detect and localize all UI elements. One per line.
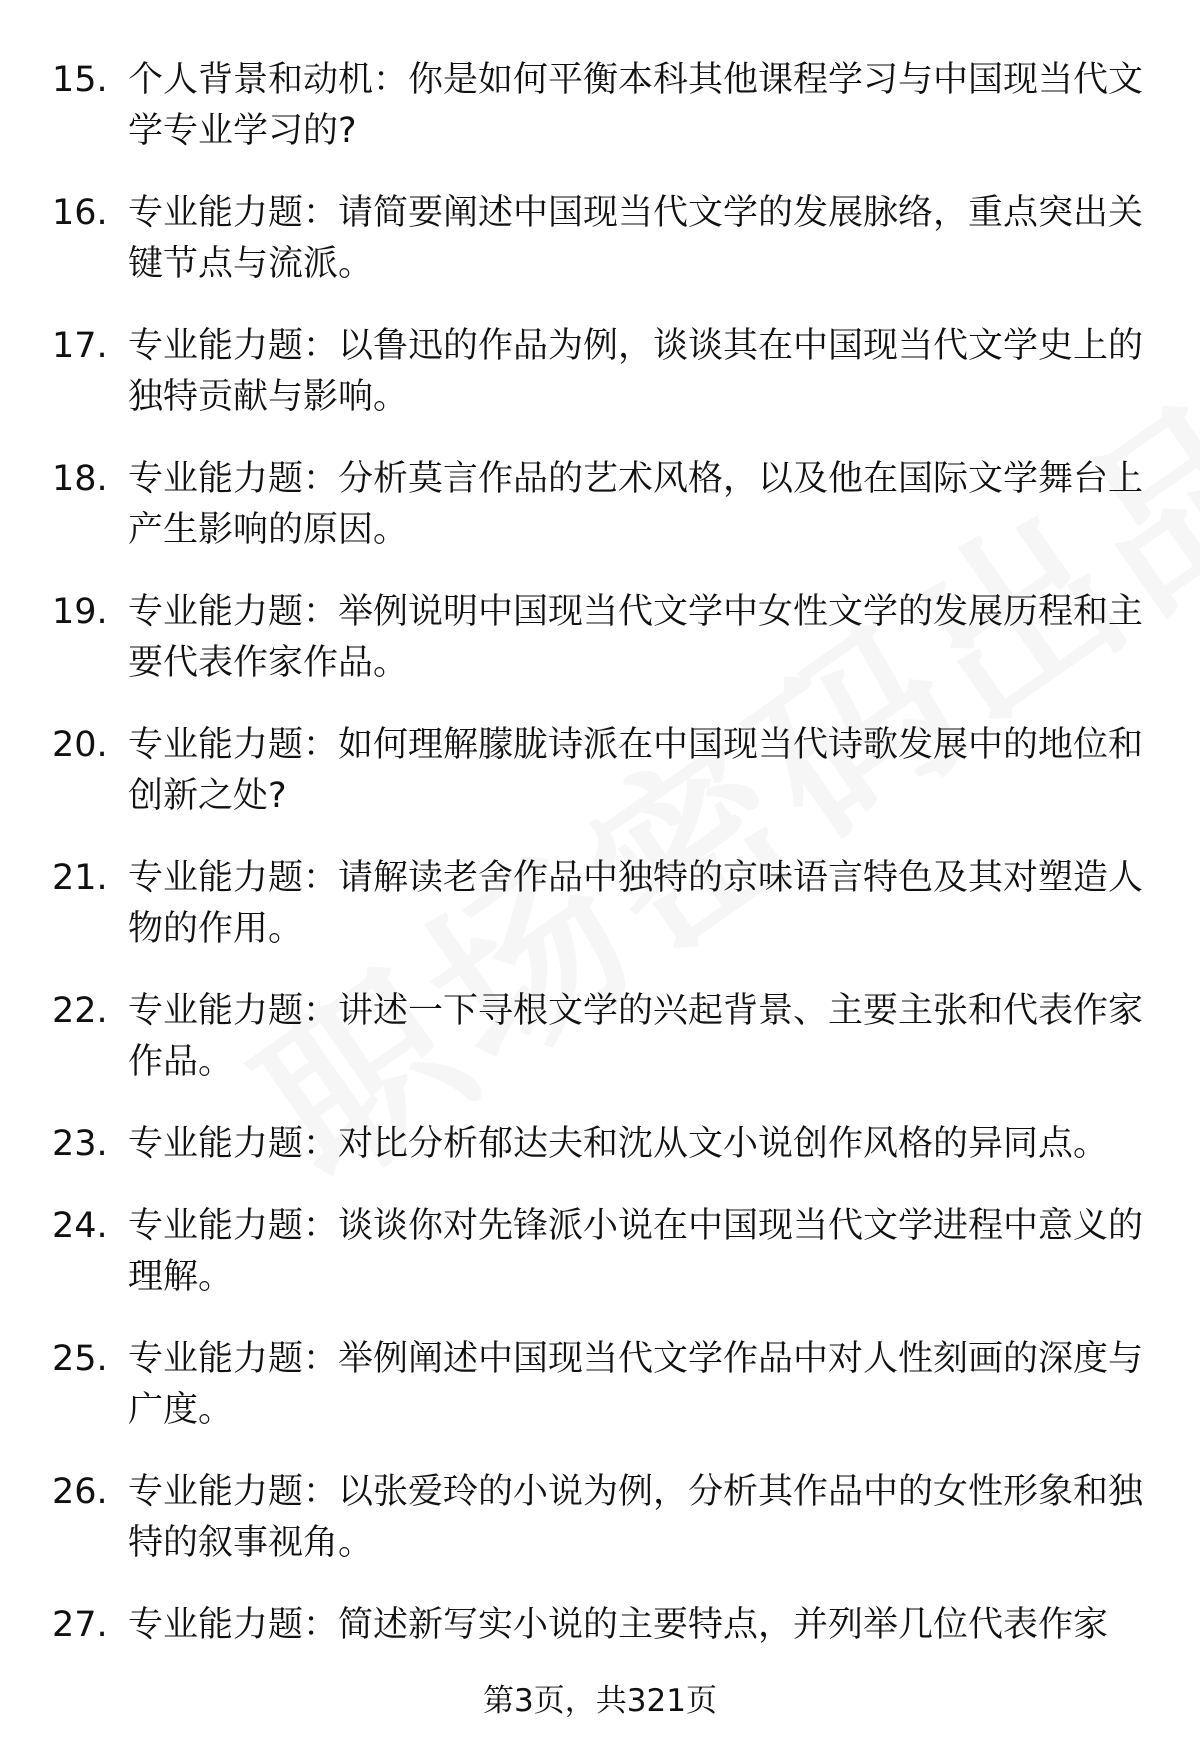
question-number: 27. [52, 1605, 108, 1645]
question-number: 17. [52, 326, 108, 366]
question-number: 24. [52, 1206, 108, 1246]
question-text: 专业能力题：谈谈你对先锋派小说在中国现当代文学进程中意义的理解。 [128, 1206, 1144, 1297]
question-text: 专业能力题：如何理解朦胧诗派在中国现当代诗歌发展中的地位和创新之处? [128, 725, 1144, 816]
page-footer: 第3页，共321页 [483, 1683, 717, 1719]
question-item [52, 1467, 1152, 1569]
question-number: 20. [52, 725, 108, 765]
question-text: 专业能力题：举例阐述中国现当代文学作品中对人性刻画的深度与广度。 [128, 1339, 1144, 1430]
question-number: 21. [52, 858, 108, 898]
question-item [52, 55, 1152, 157]
question-text: 个人背景和动机：你是如何平衡本科其他课程学习与中国现当代文学专业学习的? [128, 60, 1144, 151]
question-number: 26. [52, 1472, 108, 1512]
question-text: 专业能力题：举例说明中国现当代文学中女性文学的发展历程和主要代表作家作品。 [128, 592, 1144, 683]
question-number: 25. [52, 1339, 108, 1379]
question-number: 19. [52, 592, 108, 632]
question-text: 专业能力题：请解读老舍作品中独特的京味语言特色及其对塑造人物的作用。 [128, 858, 1144, 949]
question-number: 23. [52, 1124, 108, 1164]
question-text: 专业能力题：讲述一下寻根文学的兴起背景、主要主张和代表作家作品。 [128, 991, 1144, 1082]
question-text: 专业能力题：简述新写实小说的主要特点，并列举几位代表作家 [128, 1605, 1109, 1645]
question-item [52, 986, 1152, 1088]
question-item [52, 1334, 1152, 1436]
question-item [52, 853, 1152, 955]
question-item [52, 720, 1152, 822]
question-text: 专业能力题：以鲁迅的作品为例，谈谈其在中国现当代文学史上的独特贡献与影响。 [128, 326, 1144, 417]
question-number: 16. [52, 193, 108, 233]
question-item [52, 1119, 1152, 1170]
question-item [52, 454, 1152, 556]
question-text: 专业能力题：对比分析郁达夫和沈从文小说创作风格的异同点。 [128, 1124, 1109, 1164]
question-text: 专业能力题：分析莫言作品的艺术风格，以及他在国际文学舞台上产生影响的原因。 [128, 459, 1144, 550]
question-list [52, 55, 1152, 1682]
question-item [52, 587, 1152, 689]
question-number: 18. [52, 459, 108, 499]
question-number: 15. [52, 60, 108, 100]
question-text: 专业能力题：以张爱玲的小说为例，分析其作品中的女性形象和独特的叙事视角。 [128, 1472, 1144, 1563]
question-item [52, 188, 1152, 290]
question-item [52, 321, 1152, 423]
question-number: 22. [52, 991, 108, 1031]
question-text: 专业能力题：请简要阐述中国现当代文学的发展脉络，重点突出关键节点与流派。 [128, 193, 1144, 284]
question-item [52, 1201, 1152, 1303]
question-item [52, 1600, 1152, 1651]
